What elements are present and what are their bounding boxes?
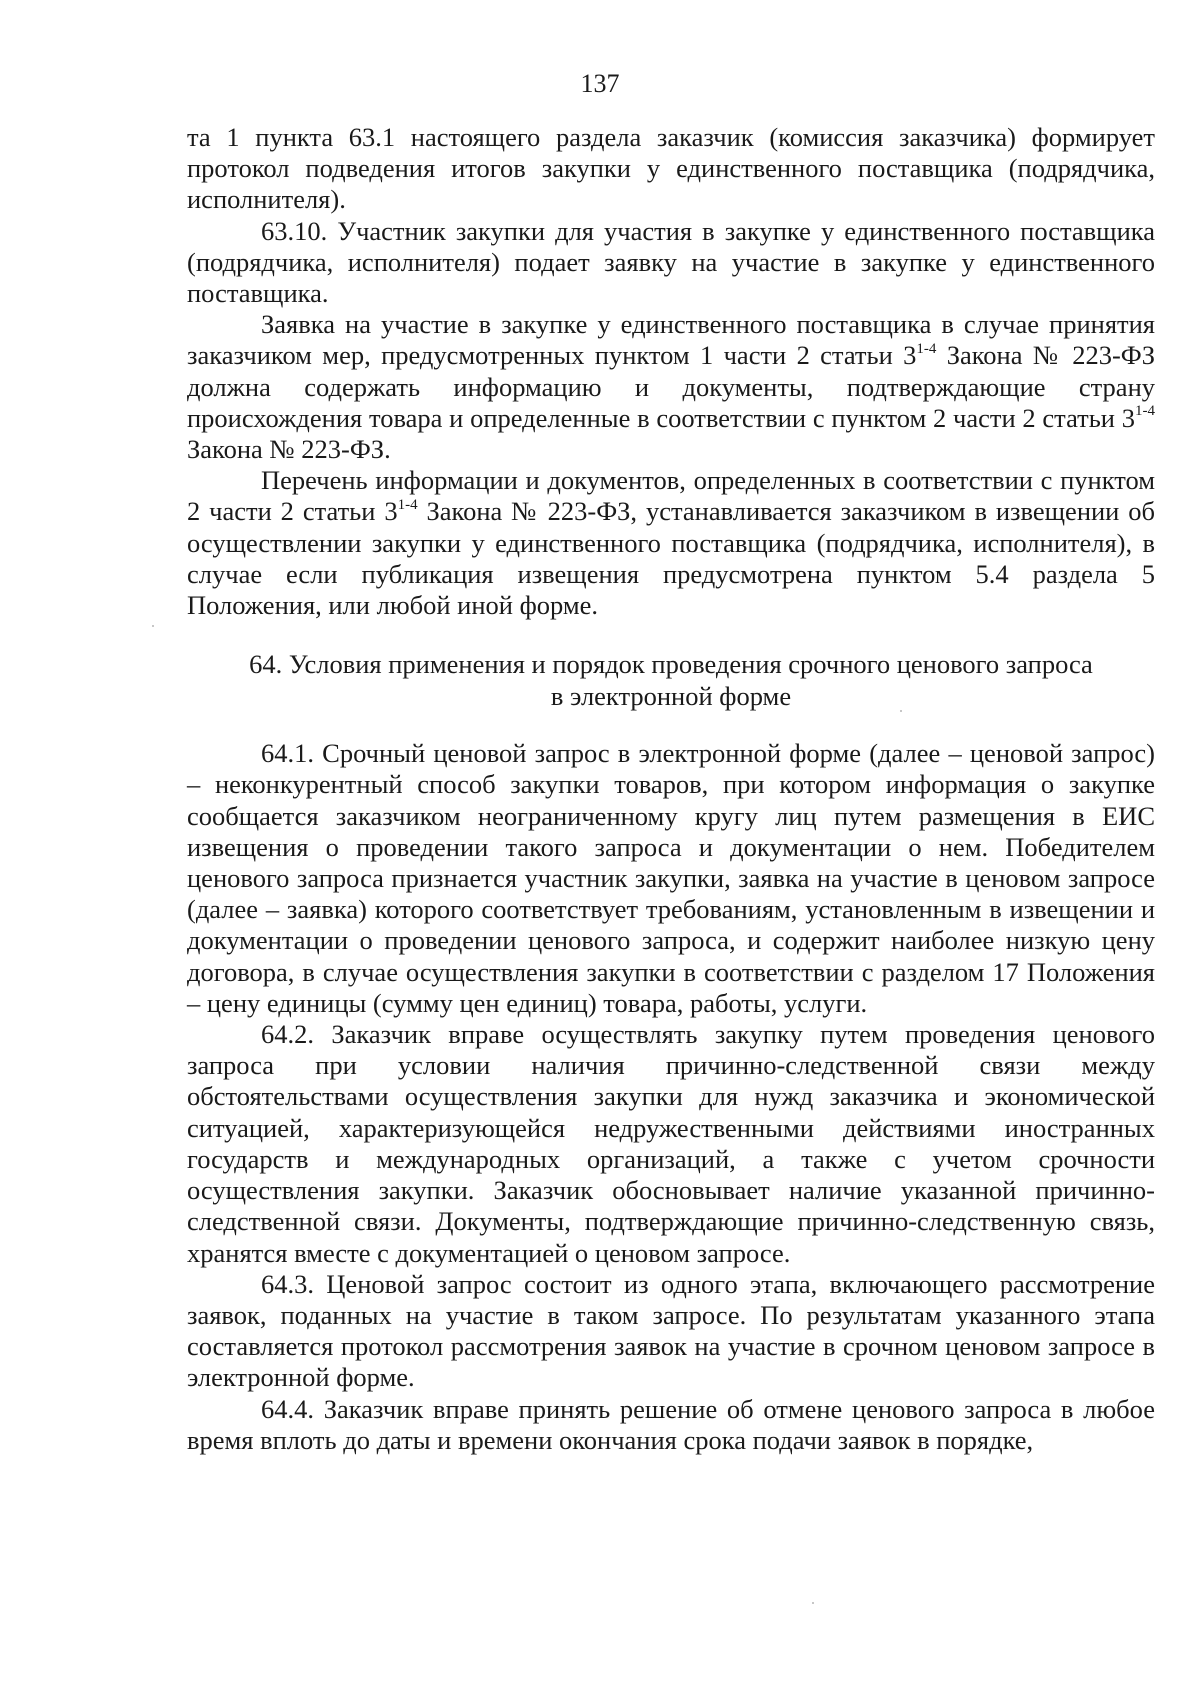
- paragraph-63-10: 63.10. Участник закупки для участия в закупке у единственного поставщика (подрядчика, исполнителя) подает заявку на участие в закупке у единственного поставщика.: [187, 215, 1155, 309]
- paragraph-documents-list: [187, 465, 1155, 621]
- scan-speck: [152, 625, 154, 627]
- paragraph-text-part: Заявка на участие в закупке у единственного поставщика в случае принятия заказчиком мер, предусмотренных пунктом 1 части 2 статьи 3: [187, 309, 1155, 371]
- paragraph-text-part: Перечень информации и документов, определенных в соответствии с пунктом 2 части 2 статьи 3: [187, 465, 1155, 527]
- document-body: [187, 122, 1155, 1456]
- paragraph-application-requirements: [187, 309, 1155, 465]
- superscript: 1-4: [916, 340, 937, 357]
- scan-speck: [812, 1602, 814, 1604]
- paragraph-64-1: 64.1. Срочный ценовой запрос в электронной форме (далее – ценовой запрос) – неконкурентный способ закупки товаров, при котором информация о закупке сообщается заказчиком неограниченному кругу лиц путем размещения в ЕИС извещения о проведении такого запроса и документации о нем. Победителем ценового запроса признается участник закупки, заявка на участие в ценовом запросе (далее – заявка) которого соответствует требованиям, установленным в извещении и документации о проведении ценового запроса, и содержит наиболее низкую цену договора, в случае осуществления закупки в соответствии с разделом 17 Положения – цену единицы (сумму цен единиц) товара, работы, услуги.: [187, 738, 1155, 1018]
- paragraph-continuation: та 1 пункта 63.1 настоящего раздела заказчик (комиссия заказчика) формирует протокол подведения итогов закупки у единственного поставщика (подрядчика, исполнителя).: [187, 122, 1155, 215]
- scan-speck: [900, 710, 902, 712]
- section-heading-64: [187, 649, 1155, 712]
- section-heading-line: 64. Условия применения и порядок проведения срочного ценового запроса: [249, 649, 1093, 680]
- paragraph-text-part: Закона № 223-ФЗ, устанавливается заказчиком в извещении об осуществлении закупки у единственного поставщика (подрядчика, исполнителя), в случае если публикация извещения предусмотрена пунктом 5.4 раздела 5 Положения, или любой иной форме.: [187, 496, 1155, 621]
- superscript: 1-4: [397, 496, 418, 513]
- section-heading-line: в электронной форме: [550, 680, 792, 711]
- paragraph-64-2: 64.2. Заказчик вправе осуществлять закупку путем проведения ценового запроса при условии наличия причинно-следственной связи между обстоятельствами осуществления закупки для нужд заказчика и экономической ситуацией, характеризующейся недружественными действиями иностранных государств и международных организаций, а также с учетом срочности осуществления закупки. Заказчик обосновывает наличие указанной причинно-следственной связи. Документы, подтверждающие причинно-следственную связь, хранятся вместе с документацией о ценовом запросе.: [187, 1019, 1155, 1268]
- paragraph-text-part: Закона № 223-ФЗ.: [187, 434, 391, 465]
- page-number: 137: [580, 69, 620, 98]
- paragraph-64-4: 64.4. Заказчик вправе принять решение об отмене ценового запроса в любое время вплоть до даты и времени окончания срока подачи заявок в порядке,: [187, 1393, 1155, 1455]
- superscript: 1-4: [1135, 403, 1155, 419]
- paragraph-text-part: Закона № 223-ФЗ должна содержать информацию и документы, подтверждающие страну происхождения товара и определенные в соответствии с пунктом 2 части 2 статьи 3: [187, 340, 1155, 433]
- paragraph-64-3: 64.3. Ценовой запрос состоит из одного этапа, включающего рассмотрение заявок, поданных на участие в таком запросе. По результатам указанного этапа составляется протокол рассмотрения заявок на участие в срочном ценовом запросе в электронной форме.: [187, 1268, 1155, 1393]
